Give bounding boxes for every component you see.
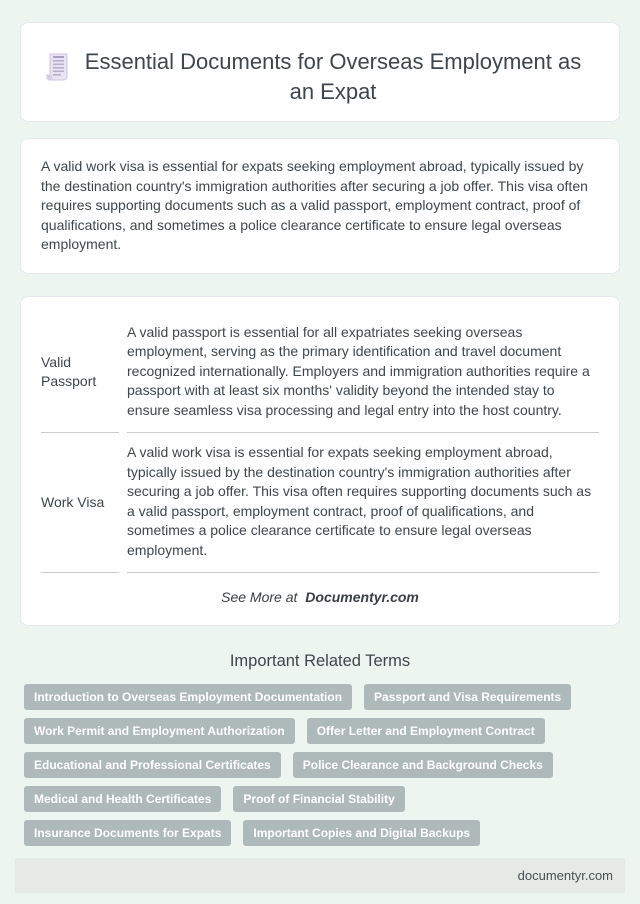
header-card (20, 22, 620, 122)
related-term-tag[interactable]: Offer Letter and Employment Contract (307, 718, 545, 744)
intro-card (20, 138, 620, 274)
see-more-line (41, 589, 599, 605)
see-more-brand-link[interactable]: Documentyr.com (305, 589, 419, 605)
description-cell: A valid passport is essential for all expatriates seeking overseas employment, serving as the primary identification and travel document recognized internationally. Employers and immigration authorities require a passport with at least six months' validity beyond the intended stay to ensure seamless visa processing and legal entry into the host country. (127, 313, 599, 434)
documents-table (33, 313, 607, 574)
table-row (41, 313, 599, 434)
page-title: Essential Documents for Overseas Employment as an Expat (84, 49, 582, 104)
related-term-tag[interactable]: Passport and Visa Requirements (364, 684, 571, 710)
related-term-tag[interactable]: Police Clearance and Background Checks (293, 752, 553, 778)
receipt-icon (45, 51, 73, 88)
related-terms-list (24, 684, 616, 846)
related-term-tag[interactable]: Work Permit and Employment Authorization (24, 718, 295, 744)
related-term-tag[interactable]: Medical and Health Certificates (24, 786, 221, 812)
footer-site-label: documentyr.com (517, 868, 613, 883)
see-more-prefix: See More at (221, 589, 298, 605)
related-terms-heading: Important Related Terms (229, 652, 411, 670)
term-cell: Valid Passport (41, 313, 119, 434)
term-cell: Work Visa (41, 433, 119, 573)
table-row (41, 433, 599, 573)
related-term-tag[interactable]: Proof of Financial Stability (233, 786, 404, 812)
related-term-tag[interactable]: Educational and Professional Certificates (24, 752, 281, 778)
documents-card (20, 296, 620, 627)
footer-bar (15, 858, 625, 893)
intro-text: A valid work visa is essential for expats seeking employment abroad, typically issued by the destination country's immigration authorities after securing a job offer. This visa often requires supporting documents such as a valid passport, employment contract, proof of qualifications, and sometimes a police clearance certificate to ensure legal overseas employment. (41, 158, 588, 252)
related-term-tag[interactable]: Insurance Documents for Expats (24, 820, 231, 846)
related-term-tag[interactable]: Important Copies and Digital Backups (243, 820, 480, 846)
related-term-tag[interactable]: Introduction to Overseas Employment Documentation (24, 684, 352, 710)
description-cell: A valid work visa is essential for expats seeking employment abroad, typically issued by the destination country's immigration authorities after securing a job offer. This visa often requires supporting documents such as a valid passport, employment contract, proof of qualifications, and sometimes a police clearance certificate to ensure legal overseas employment. (127, 433, 599, 573)
